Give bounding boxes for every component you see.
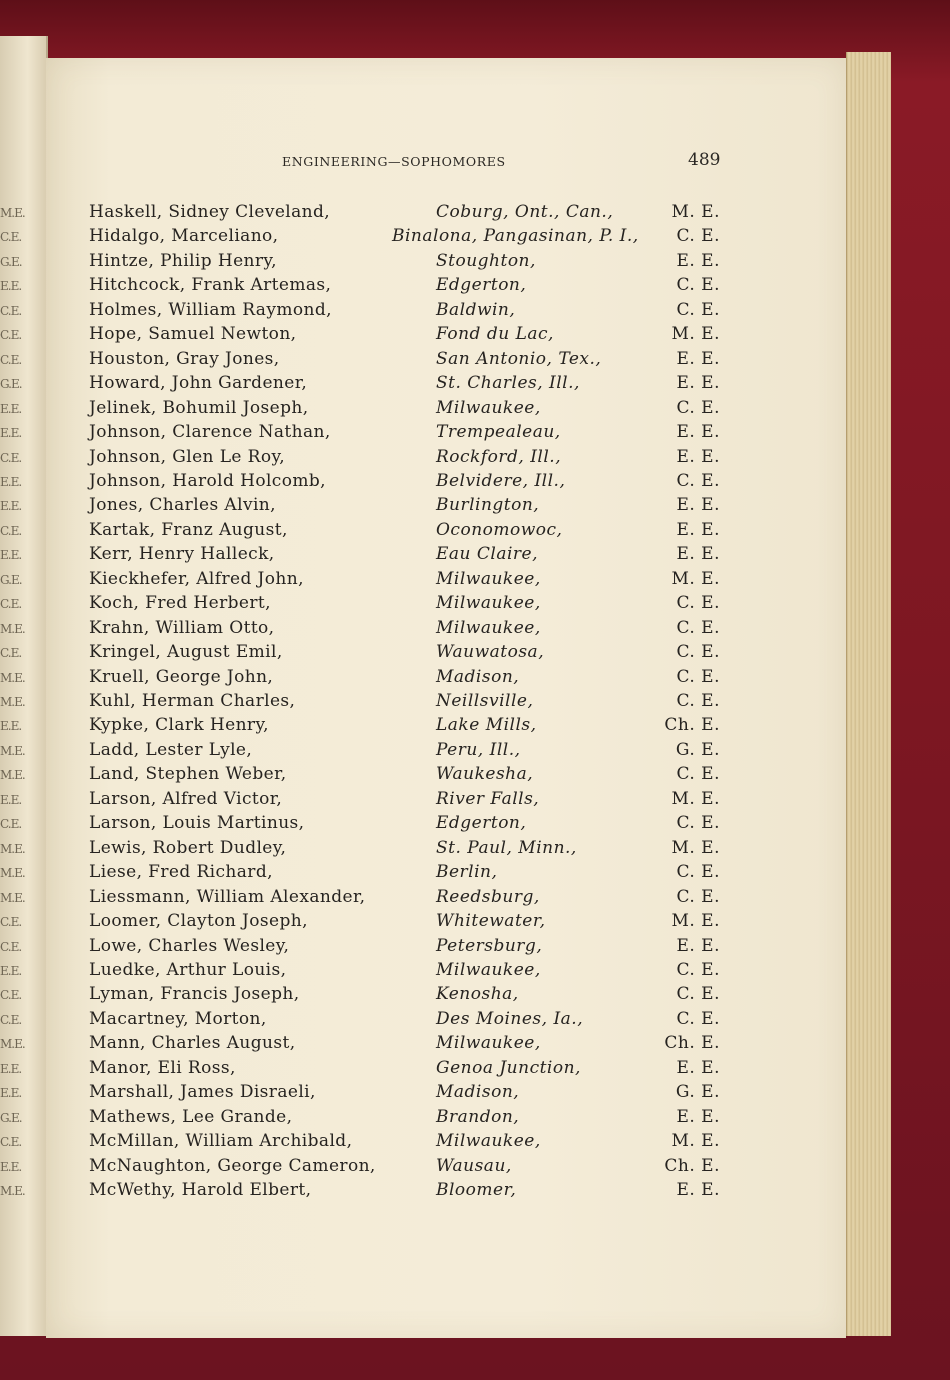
course-code: C. E.	[676, 813, 720, 834]
list-item	[0, 1056, 950, 1080]
list-item	[0, 640, 950, 664]
student-hometown: Genoa Junction,	[436, 1057, 581, 1078]
student-name: Johnson, Harold Holcomb,	[89, 470, 326, 491]
student-hometown: St. Paul, Minn.,	[436, 837, 577, 858]
left-page-margin-code: G.E.	[0, 1110, 22, 1125]
student-hometown: Wauwatosa,	[436, 642, 545, 663]
student-name: Larson, Louis Martinus,	[89, 813, 305, 834]
left-page-margin-code: C.E.	[0, 328, 22, 343]
left-page-margin-code: M.E.	[0, 841, 25, 856]
list-item	[0, 665, 950, 689]
list-item	[0, 836, 950, 860]
student-hometown: Milwaukee,	[436, 397, 541, 418]
left-page-margin-code: E.E.	[0, 1086, 22, 1101]
course-code: M. E.	[671, 1131, 720, 1152]
left-page-margin-code: E.E.	[0, 1159, 22, 1174]
list-item	[0, 591, 950, 615]
list-item	[0, 347, 950, 371]
list-item	[0, 885, 950, 909]
list-item	[0, 1080, 950, 1104]
left-page-margin-code: C.E.	[0, 230, 22, 245]
student-hometown: Burlington,	[436, 495, 540, 516]
list-item	[0, 298, 950, 322]
student-hometown: Stoughton,	[436, 250, 536, 271]
list-item	[0, 762, 950, 786]
student-name: Kringel, August Emil,	[89, 642, 283, 663]
student-name: Kypke, Clark Henry,	[89, 715, 269, 736]
course-code: E. E.	[676, 935, 720, 956]
student-name: Hope, Samuel Newton,	[89, 324, 297, 345]
student-hometown: Peru, Ill.,	[436, 739, 521, 760]
left-page-margin-code: C.E.	[0, 915, 22, 930]
left-page-margin-code: E.E.	[0, 548, 22, 563]
student-hometown: Edgerton,	[436, 813, 527, 834]
list-item	[0, 445, 950, 469]
left-page-margin-code: C.E.	[0, 988, 22, 1003]
list-item	[0, 934, 950, 958]
student-hometown: Reedsburg,	[436, 886, 540, 907]
student-name: Loomer, Clayton Joseph,	[89, 911, 308, 932]
left-page-margin-code: C.E.	[0, 646, 22, 661]
student-name: McMillan, William Archibald,	[89, 1131, 353, 1152]
list-item	[0, 1178, 950, 1202]
student-hometown: Trempealeau,	[436, 422, 561, 443]
course-code: M. E.	[671, 911, 720, 932]
student-hometown: Des Moines, Ia.,	[436, 1008, 584, 1029]
student-name: McWethy, Harold Elbert,	[89, 1180, 312, 1200]
student-name: Land, Stephen Weber,	[89, 764, 287, 785]
course-code: M. E.	[671, 788, 720, 809]
student-name: Mann, Charles August,	[89, 1033, 296, 1054]
student-name: Jelinek, Bohumil Joseph,	[89, 397, 309, 418]
left-page-margin-code: C.E.	[0, 939, 22, 954]
left-page-margin-code: M.E.	[0, 621, 25, 636]
list-item	[0, 1105, 950, 1129]
list-item	[0, 738, 950, 762]
student-hometown: Edgerton,	[436, 275, 527, 296]
course-code: C. E.	[676, 642, 720, 663]
student-hometown: Coburg, Ont., Can.,	[436, 202, 614, 222]
left-page-margin-code: G.E.	[0, 254, 22, 269]
left-page-margin-code: E.E.	[0, 719, 22, 734]
student-hometown: Whitewater,	[436, 911, 546, 932]
student-name: Marshall, James Disraeli,	[89, 1082, 316, 1103]
student-hometown: Baldwin,	[436, 299, 516, 320]
student-hometown: Belvidere, Ill.,	[436, 470, 566, 491]
list-item	[0, 616, 950, 640]
student-name: Lewis, Robert Dudley,	[89, 837, 287, 858]
running-head: ENGINEERING—SOPHOMORES	[282, 154, 506, 169]
student-hometown: Madison,	[436, 1082, 520, 1103]
student-name: Houston, Gray Jones,	[89, 348, 280, 369]
course-code: C. E.	[676, 275, 720, 296]
student-name: Johnson, Glen Le Roy,	[89, 446, 286, 467]
list-item	[0, 982, 950, 1006]
left-page-margin-code: C.E.	[0, 1135, 22, 1150]
list-item	[0, 713, 950, 737]
student-hometown: Brandon,	[436, 1106, 520, 1127]
left-page-margin-code: M.E.	[0, 206, 25, 220]
left-page-margin-code: C.E.	[0, 303, 22, 318]
list-item	[0, 787, 950, 811]
left-page-margin-code: M.E.	[0, 1184, 25, 1198]
student-name: Macartney, Morton,	[89, 1008, 267, 1029]
student-hometown: Milwaukee,	[436, 617, 541, 638]
student-name: Mathews, Lee Grande,	[89, 1106, 293, 1127]
list-item	[0, 1129, 950, 1153]
student-name: Hitchcock, Frank Artemas,	[89, 275, 332, 296]
list-item	[0, 420, 950, 444]
course-code: Ch. E.	[664, 1033, 720, 1054]
student-name: Hidalgo, Marceliano,	[89, 226, 279, 247]
student-hometown: Fond du Lac,	[436, 324, 554, 345]
left-page-margin-code: E.E.	[0, 401, 22, 416]
list-item	[0, 322, 950, 346]
student-name: Howard, John Gardener,	[89, 373, 308, 394]
student-name: Luedke, Arthur Louis,	[89, 959, 287, 980]
left-page-margin-code: M.E.	[0, 695, 25, 709]
course-code: E. E.	[676, 373, 720, 394]
course-code: C. E.	[676, 666, 720, 687]
student-hometown: River Falls,	[436, 788, 540, 809]
list-item	[0, 567, 950, 591]
left-page-margin-code: G.E.	[0, 377, 22, 392]
course-code: E. E.	[676, 348, 720, 369]
student-name: Kieckhefer, Alfred John,	[89, 568, 304, 589]
student-hometown: Berlin,	[436, 862, 498, 883]
student-name: Kruell, George John,	[89, 666, 274, 687]
student-name: McNaughton, George Cameron,	[89, 1155, 376, 1176]
student-hometown: Madison,	[436, 666, 520, 687]
left-page-margin-code: M.E.	[0, 768, 25, 783]
student-name: Lyman, Francis Joseph,	[89, 984, 300, 1005]
student-hometown: Petersburg,	[436, 935, 543, 956]
student-name: Holmes, William Raymond,	[89, 299, 332, 320]
list-item	[0, 371, 950, 395]
course-code: E. E.	[676, 250, 720, 271]
student-hometown: San Antonio, Tex.,	[436, 348, 602, 369]
left-page-margin-code: G.E.	[0, 572, 22, 587]
left-page-margin-code: E.E.	[0, 279, 22, 294]
student-name: Jones, Charles Alvin,	[89, 495, 276, 516]
list-item	[0, 396, 950, 420]
course-code: C. E.	[676, 397, 720, 418]
student-name: Manor, Eli Ross,	[89, 1057, 236, 1078]
student-name: Larson, Alfred Victor,	[89, 788, 283, 809]
left-page-margin-code: E.E.	[0, 474, 22, 489]
list-item	[0, 811, 950, 835]
left-page-margin-code: C.E.	[0, 523, 22, 538]
course-code: E. E.	[676, 1106, 720, 1127]
student-name: Liese, Fred Richard,	[89, 862, 273, 883]
student-hometown: Milwaukee,	[436, 959, 541, 980]
course-code: C. E.	[676, 764, 720, 785]
course-code: C. E.	[676, 299, 720, 320]
course-code: C. E.	[676, 617, 720, 638]
course-code: E. E.	[676, 544, 720, 565]
list-item	[0, 518, 950, 542]
left-page-margin-code: M.E.	[0, 1037, 25, 1052]
left-page-margin-code: M.E.	[0, 890, 25, 905]
student-hometown: Eau Claire,	[436, 544, 539, 565]
student-hometown: St. Charles, Ill.,	[436, 373, 580, 394]
left-page-margin-code: M.E.	[0, 670, 25, 685]
left-page-margin-code: C.E.	[0, 1012, 22, 1027]
course-code: G. E.	[675, 739, 720, 760]
student-hometown: Wausau,	[436, 1155, 512, 1176]
list-item	[0, 273, 950, 297]
student-name: Kerr, Henry Halleck,	[89, 544, 275, 565]
student-name: Ladd, Lester Lyle,	[89, 739, 253, 760]
course-code: E. E.	[676, 495, 720, 516]
course-code: E. E.	[676, 519, 720, 540]
left-page-margin-code: C.E.	[0, 817, 22, 832]
list-item	[0, 224, 950, 248]
student-name: Kuhl, Herman Charles,	[89, 691, 296, 711]
list-item	[0, 1154, 950, 1178]
left-page-margin-code: M.E.	[0, 866, 25, 881]
left-page-margin-code: C.E.	[0, 450, 22, 465]
list-item	[0, 689, 950, 713]
left-page-margin-code: C.E.	[0, 352, 22, 367]
left-page-margin-code: E.E.	[0, 792, 22, 807]
course-code: M. E.	[671, 324, 720, 345]
student-hometown: Milwaukee,	[436, 1033, 541, 1054]
list-item	[0, 542, 950, 566]
list-item	[0, 200, 950, 224]
left-page-margin-code: E.E.	[0, 499, 22, 514]
course-code: M. E.	[671, 568, 720, 589]
list-item	[0, 249, 950, 273]
page-number: 489	[688, 150, 721, 170]
course-code: E. E.	[676, 446, 720, 467]
course-code: Ch. E.	[664, 715, 720, 736]
student-name: Lowe, Charles Wesley,	[89, 935, 290, 956]
student-hometown: Oconomowoc,	[436, 519, 563, 540]
course-code: C. E.	[676, 593, 720, 614]
course-code: C. E.	[676, 1008, 720, 1029]
student-hometown: Milwaukee,	[436, 1131, 541, 1152]
course-code: C. E.	[676, 470, 720, 491]
left-page-margin-code: C.E.	[0, 597, 22, 612]
student-name: Koch, Fred Herbert,	[89, 593, 271, 614]
left-page-margin-code: E.E.	[0, 426, 22, 441]
list-item	[0, 860, 950, 884]
course-code: E. E.	[676, 1057, 720, 1078]
student-name: Johnson, Clarence Nathan,	[89, 422, 331, 443]
course-code: C. E.	[676, 862, 720, 883]
course-code: M. E.	[671, 202, 720, 222]
student-name: Liessmann, William Alexander,	[89, 886, 366, 907]
student-hometown: Kenosha,	[436, 984, 519, 1005]
student-hometown: Rockford, Ill.,	[436, 446, 562, 467]
course-code: E. E.	[676, 422, 720, 443]
student-name: Krahn, William Otto,	[89, 617, 275, 638]
student-name: Haskell, Sidney Cleveland,	[89, 202, 331, 222]
student-hometown: Milwaukee,	[436, 568, 541, 589]
left-page-margin-code: E.E.	[0, 963, 22, 978]
course-code: E. E.	[676, 1180, 720, 1200]
course-code: C. E.	[676, 886, 720, 907]
course-code: C. E.	[676, 984, 720, 1005]
course-code: Ch. E.	[664, 1155, 720, 1176]
list-item	[0, 469, 950, 493]
course-code: M. E.	[671, 837, 720, 858]
course-code: C. E.	[676, 959, 720, 980]
student-hometown: Milwaukee,	[436, 593, 541, 614]
list-item	[0, 1007, 950, 1031]
left-page-margin-code: M.E.	[0, 743, 25, 758]
course-code: C. E.	[676, 691, 720, 711]
list-item	[0, 958, 950, 982]
student-hometown: Binalona, Pangasinan, P. I.,	[392, 226, 639, 247]
student-name: Kartak, Franz August,	[89, 519, 288, 540]
left-page-margin-code: E.E.	[0, 1061, 22, 1076]
course-code: G. E.	[675, 1082, 720, 1103]
student-hometown: Lake Mills,	[436, 715, 537, 736]
list-item	[0, 909, 950, 933]
student-hometown: Neillsville,	[436, 691, 534, 711]
student-name: Hintze, Philip Henry,	[89, 250, 277, 271]
list-item	[0, 493, 950, 517]
list-item	[0, 1031, 950, 1055]
student-hometown: Bloomer,	[436, 1180, 517, 1200]
student-hometown: Waukesha,	[436, 764, 534, 785]
course-code: C. E.	[676, 226, 720, 247]
